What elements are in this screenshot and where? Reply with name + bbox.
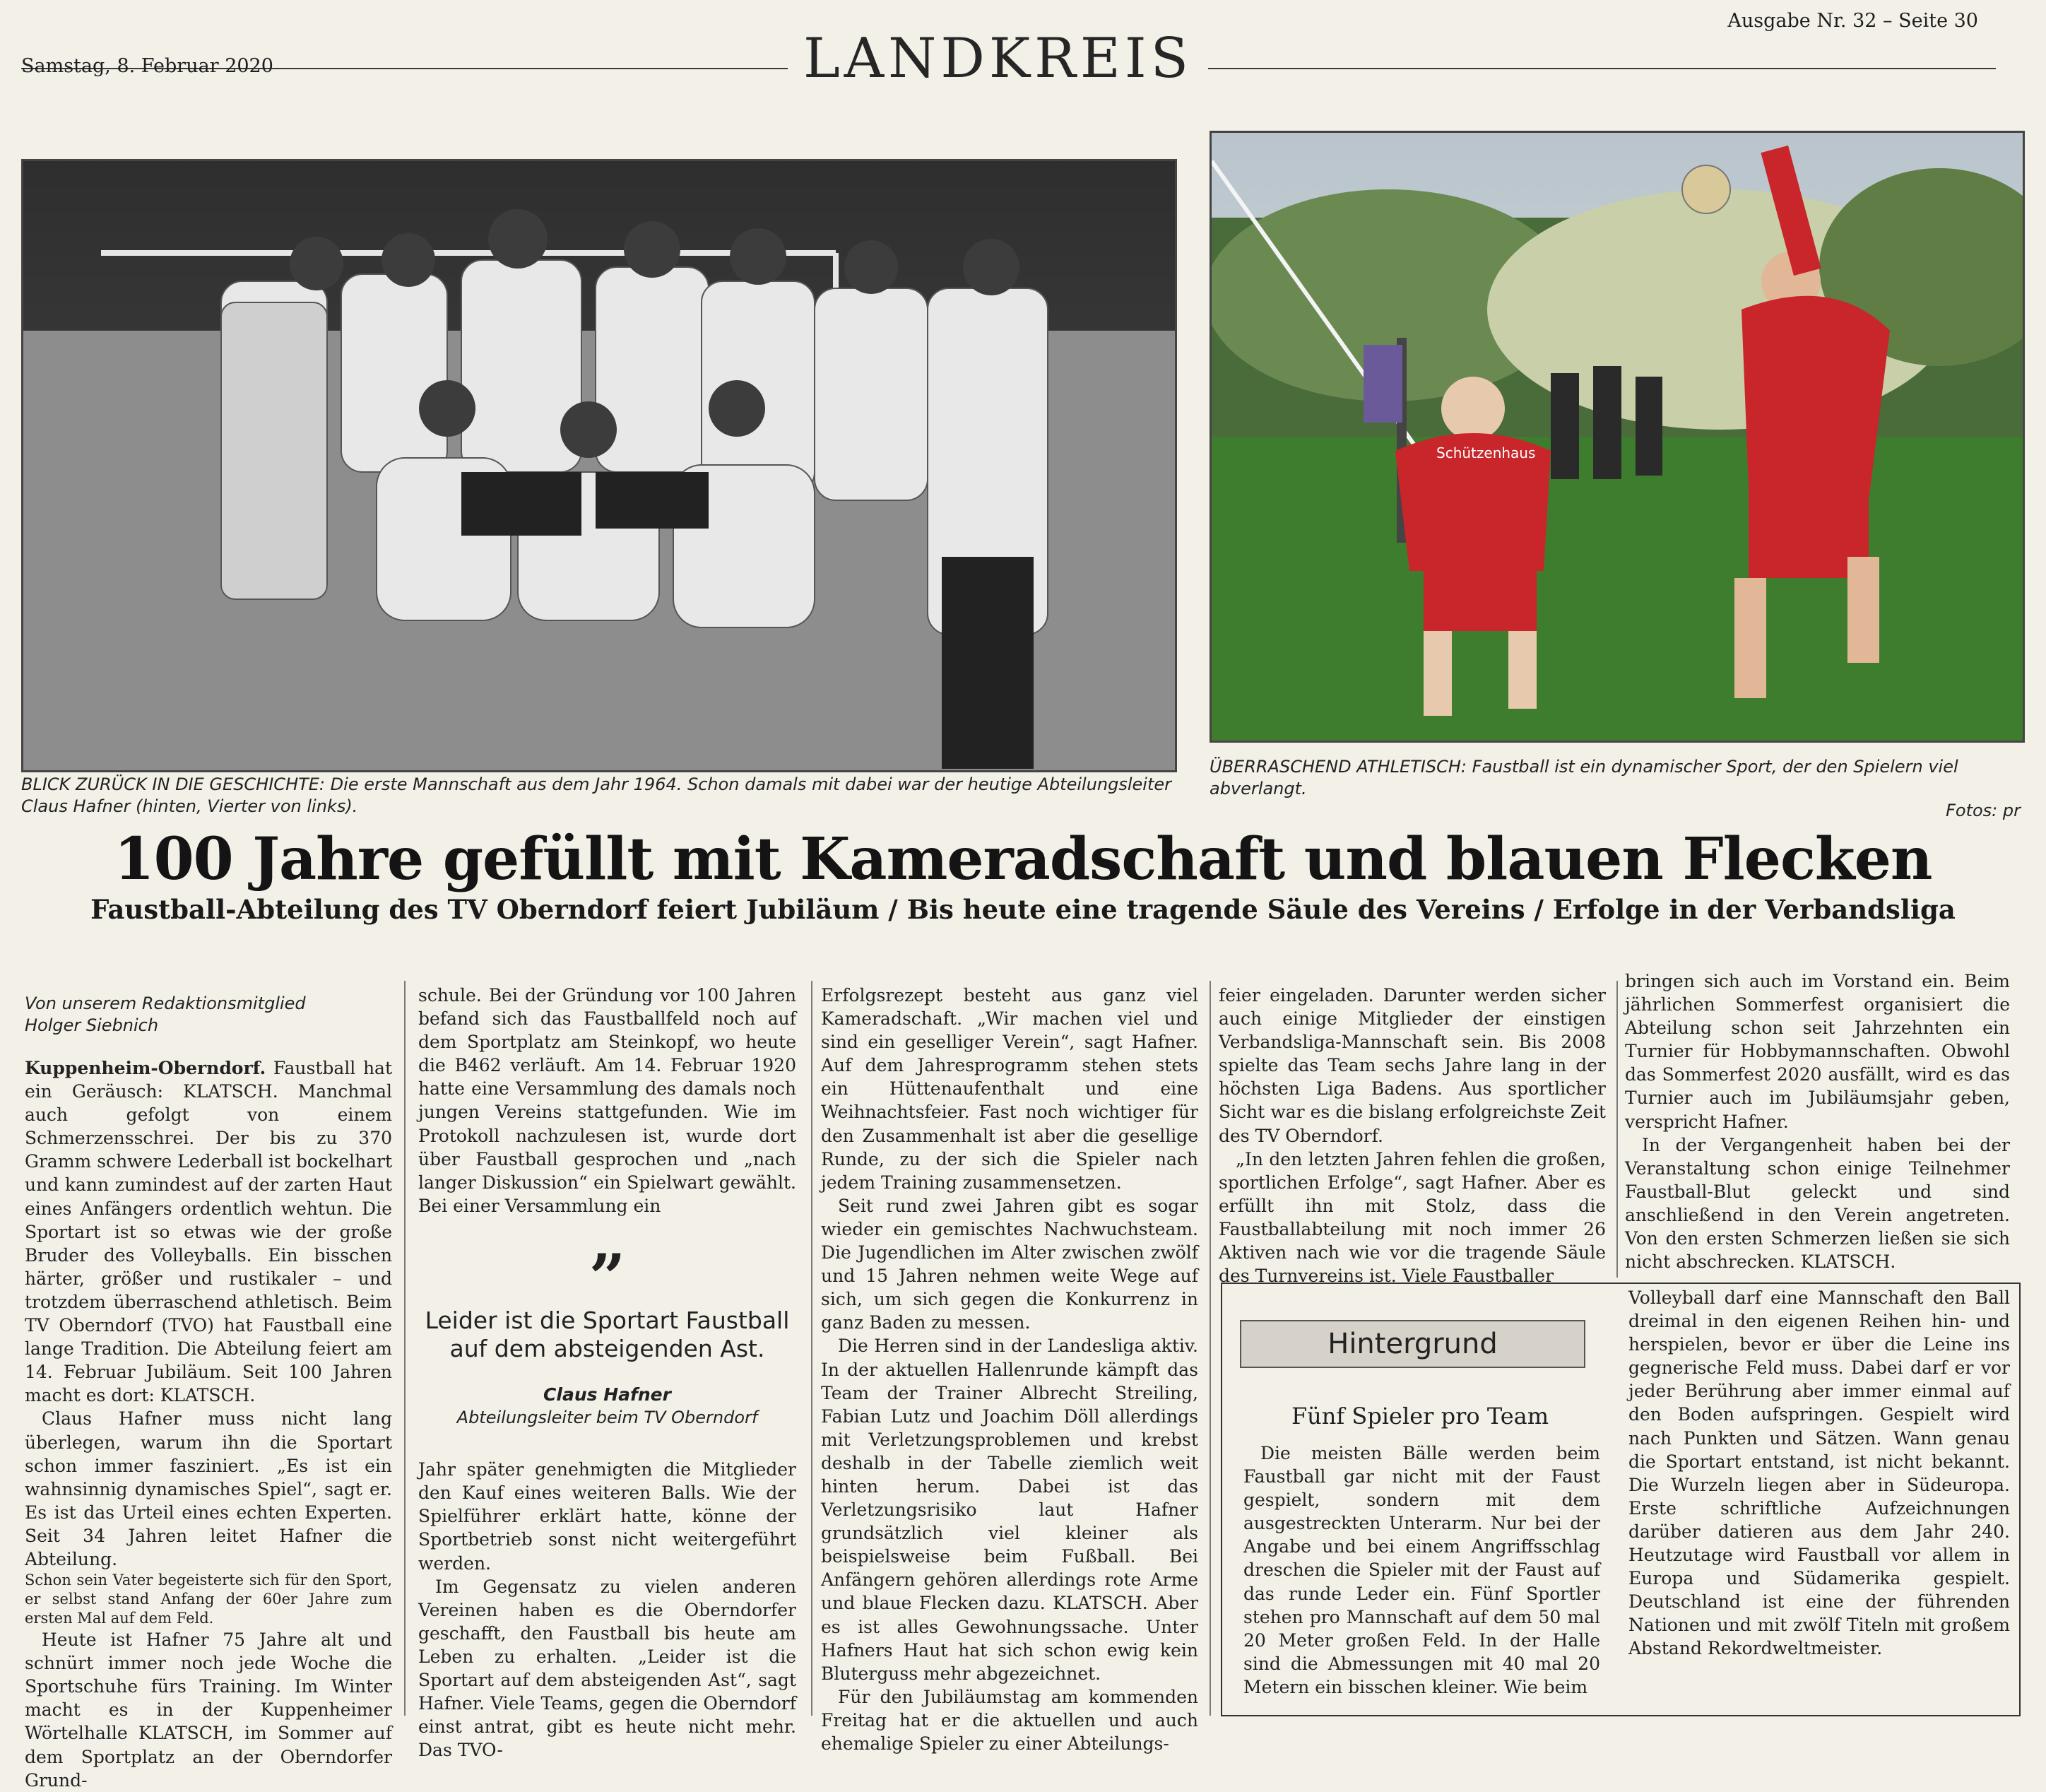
background-box-label: Hintergrund xyxy=(1240,1320,1585,1368)
section-title: LANDKREIS xyxy=(788,27,1208,90)
right-caption-body: Faustball ist ein dynamischer Sport, der den Spielern viel abverlangt. xyxy=(1210,757,1958,798)
photo-credit: Fotos: pr xyxy=(1946,801,2021,820)
paragraph: Die Herren sind in der Landesliga aktiv. In der aktuellen Hallenrunde kämpft das Team der Trainer Albrecht Streiling, Fabian Lutz und Joachim Döll allerdings mit Verletzungsproblemen und krebst deshalb in der Tabelle ziemlich weit hinten herum. Dabei ist das Verletzungsrisiko laut Hafner grundsätzlich viel kleiner als beispielsweise beim Fußball. Bei Anfängern gehören allerdings rote Arme und blaue Flecken dazu. KLATSCH. Aber es ist alles Gewohnungssache. Unter Hafners Haut hat sich schon ewig kein Bluterguss mehr abgezeichnet. xyxy=(821,1336,1198,1684)
right-photo-caption xyxy=(1210,756,2021,822)
background-box-title: Fünf Spieler pro Team xyxy=(1291,1403,1549,1430)
quote-author: Claus Hafner xyxy=(543,1384,671,1405)
article-headline: 100 Jahre gefüllt mit Kameradschaft und blauen Flecken xyxy=(114,825,1932,893)
paragraph: schule. Bei der Gründung vor 100 Jahren befand sich das Faustballfeld noch auf dem Sportplatz am Steinkopf, wo heute die B462 verläuft. Am 14. Februar 1920 hatte eine Versammlung des damals noch jungen Vereins stattgefunden. Wie im Protokoll nachzulesen ist, wurde dort über Faustball gesprochen und „nach langer Diskussion“ ein Spielwart gewählt. Bei einer Versammlung ein xyxy=(418,985,796,1216)
article-column-5 xyxy=(1625,969,2010,1273)
left-caption-body: Die erste Mannschaft aus dem Jahr 1964. Schon damals mit dabei war der heutige Abteilungsleiter Claus Hafner (hinten, Vierter von links). xyxy=(21,774,1171,816)
lead-paragraph: Kuppenheim-Oberndorf. Faustball hat ein Geräusch: KLATSCH. Manchmal auch gefolgt von einem Schmerzensschrei. Der bis zu 370 Gramm schwere Lederball ist bockelhart und kann zumindest auf der zarten Haut eines Anfängers ordentlich wehtun. Die Sportart ist so etwas wie der große Bruder des Volleyballs. Ein bisschen härter, größer und rustikaler – und trotzdem überraschend athletisch. Beim TV Oberndorf (TVO) hat Faustball eine lange Tradition. Die Abteilung feiert am 14. Februar Jubiläum. Seit 100 Jahren macht es dort: KLATSCH. xyxy=(25,1058,392,1406)
paragraph: Seit rund zwei Jahren gibt es sogar wieder ein gemischtes Nachwuchsteam. Die Jugendlichen im Alter zwischen zwölf und 15 Jahren nehmen weite Wege auf sich, um sich gegen die Konkurrenz in ganz Baden zu messen. xyxy=(821,1195,1198,1333)
left-photo-caption xyxy=(21,774,1173,818)
paragraph: Schon sein Vater begeisterte sich für den Sport, er selbst stand Anfang der 60er Jahre zum ersten Mal auf dem Feld. xyxy=(25,1572,392,1627)
column-rule xyxy=(811,981,812,1716)
match-action-photo xyxy=(1210,131,2025,743)
column-rule xyxy=(1616,981,1618,1278)
jersey-text: Schützenhaus xyxy=(1436,444,1536,461)
article-subhead: Faustball-Abteilung des TV Oberndorf feiert Jubiläum / Bis heute eine tragende Säule des Vereins / Erfolge in der Verbandsliga xyxy=(90,894,1956,925)
pull-quote xyxy=(418,1239,796,1430)
paragraph: Für den Jubiläumstag am kommenden Freitag hat er die aktuellen und auch ehemalige Spieler zu einer Abteilungs- xyxy=(821,1686,1198,1754)
issue-number: Ausgabe Nr. 32 – Seite 30 xyxy=(1727,10,1978,32)
quote-mark: ” xyxy=(589,1239,626,1315)
right-caption-lead: ÜBERRASCHEND ATHLETISCH: xyxy=(1210,757,1467,777)
article-column-3 xyxy=(821,984,1198,1755)
paragraph: „In den letzten Jahren fehlen die großen, sportlichen Erfolge“, sagt Hafner. Aber es erfüllt ihn mit Stolz, dass die Faustballabteilung mit noch immer 26 Aktiven nach wie vor die tragende Säule des Turnvereins ist. Viele Faustballer xyxy=(1219,1148,1606,1287)
paragraph: In der Vergangenheit haben bei der Veranstaltung schon einige Teilnehmer Faustball-Blut geleckt und sind anschließend in den Verein angetreten. Von den ersten Schmerzen ließen sie sich nicht abschrecken. KLATSCH. xyxy=(1625,1134,2010,1273)
quote-text: Leider ist die Sportart Faustball auf dem absteigenden Ast. xyxy=(425,1306,790,1362)
byline-role: Von unserem Redaktionsmitglied xyxy=(25,994,306,1013)
byline-author: Holger Siebnich xyxy=(25,1015,159,1035)
paragraph: Claus Hafner muss nicht lang überlegen, warum ihn die Sportart schon immer fasziniert. „Es ist ein wahnsinnig dynamisches Spiel“, sagt er. Es ist das Urteil eines echten Experten. Seit 34 Jahren leitet Hafner die Abteilung. xyxy=(25,1408,392,1569)
left-caption-lead: BLICK ZURÜCK IN DIE GESCHICHTE: xyxy=(21,774,326,794)
article-column-4 xyxy=(1219,984,1606,1287)
paragraph: Heute ist Hafner 75 Jahre alt und schnürt immer noch jede Woche die Sportschuhe fürs Training. Im Winter macht es in der Kuppenheimer Wörtelhalle KLATSCH, im Sommer auf dem Sportplatz an der Oberndorfer Grund- xyxy=(25,1629,392,1791)
column-rule xyxy=(1210,981,1211,1716)
background-box-column-2: Volleyball darf eine Mannschaft den Ball dreimal in den eigenen Reihen hin- und herspielen, bevor er über die Leine ins gegnerische Feld muss. Dabei darf er vor jeder Berührung aber immer einmal auf den Boden aufspringen. Gespielt wird nach Punkten und Sätzen. Wann genau die Sportart entstand, ist nicht bekannt. Die Wurzeln liegen aber in Südeuropa. Erste schriftliche Aufzeichnungen darüber datieren aus dem Jahr 240. Heutzutage wird Faustball vor allem in Europa und Südamerika gespielt. Deutschland ist eine der führenden Nationen und mit zwölf Titeln mit großem Abstand Rekordweltmeister. xyxy=(1628,1287,2010,1659)
article-column-2 xyxy=(418,984,796,1762)
quote-role: Abteilungsleiter beim TV Oberndorf xyxy=(456,1408,758,1428)
paragraph: Im Gegensatz zu vielen anderen Vereinen haben es die Oberndorfer geschafft, den Faustball bis heute am Leben zu erhalten. „Leider ist die Sportart auf dem absteigenden Ast“, sagt Hafner. Viele Teams, gegen die Oberndorf einst antrat, gibt es heute nicht mehr. Das TVO- xyxy=(418,1576,796,1761)
paragraph: feier eingeladen. Darunter werden sicher auch einige Mitglieder der einstigen Verbandsliga-Mannschaft sein. Bis 2008 spielte das Team sechs Jahre lang in der höchsten Liga Badens. Aus sportlicher Sicht war es die bislang erfolgreichste Zeit des TV Oberndorf. xyxy=(1219,985,1606,1146)
column-rule xyxy=(404,981,406,1716)
background-box-column-1: Die meisten Bälle werden beim Faustball gar nicht mit der Faust gespielt, sondern mit dem ausgestreckten Unterarm. Nur bei der Angabe und bei einem Angriffsschlag dreschen die Spieler mit der Faust auf das runde Leder ein. Fünf Sportler stehen pro Mannschaft auf dem 50 mal 20 Meter großen Feld. In der Halle sind die Abmessungen mit 40 mal 20 Metern ein bisschen kleiner. Wie beim xyxy=(1243,1443,1600,1697)
paragraph: Jahr später genehmigten die Mitglieder den Kauf eines weiteren Balls. Wie der Spielführer erklärt hatte, könne der Sportbetrieb sonst nicht weitergeführt werden. xyxy=(418,1459,796,1574)
issue-date: Samstag, 8. Februar 2020 xyxy=(21,55,273,77)
article-column-1 xyxy=(25,993,392,1792)
dateline: Kuppenheim-Oberndorf. xyxy=(25,1058,266,1078)
team-photo-1964 xyxy=(21,159,1177,772)
paragraph: Erfolgsrezept besteht aus ganz viel Kameradschaft. „Wir machen viel und sind ein geselliger Verein“, sagt Hafner. Auf dem Jahresprogramm stehen stets ein Hüttenaufenthalt und eine Weihnachtsfeier. Fast noch wichtiger für den Zusammenhalt ist aber die gesellige Runde, zu der sich die Spieler nach jedem Training zusammensetzen. xyxy=(821,985,1198,1193)
paragraph: bringen sich auch im Vorstand ein. Beim jährlichen Sommerfest organisiert die Abteilung schon seit Jahrzehnten ein Turnier für Hobbymannschaften. Obwohl das Sommerfest 2020 ausfällt, wird es das Turnier auch im Jubiläumsjahr geben, verspricht Hafner. xyxy=(1625,971,2010,1132)
